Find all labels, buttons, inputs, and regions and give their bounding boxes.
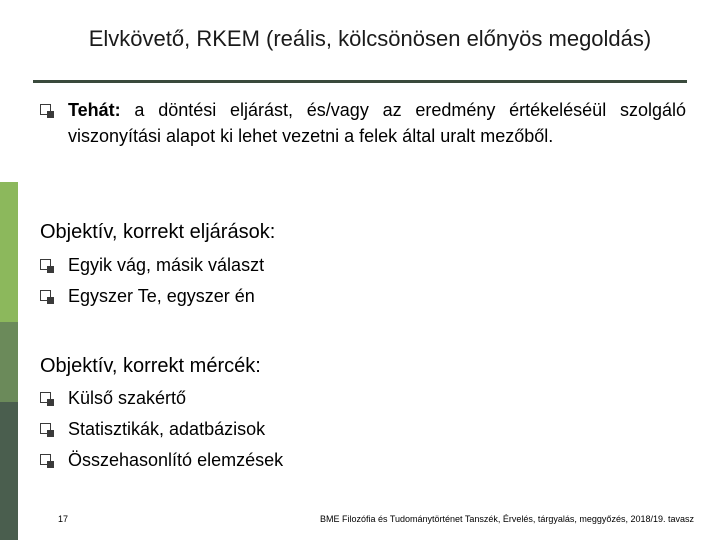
list-item: Külső szakértő (68, 388, 187, 408)
title-underline (33, 80, 687, 83)
square-bullet-icon (40, 104, 51, 115)
footer-text: BME Filozófia és Tudománytörténet Tanszék, Érvelés, tárgyalás, meggyőzés, 2018/19. tavasz (319, 514, 694, 524)
square-bullet-icon (40, 423, 51, 434)
section-heading-measures: Objektív, korrekt mércék: (40, 355, 261, 377)
list-item: Statisztikák, adatbázisok (68, 419, 266, 439)
sidebar-decoration (0, 0, 18, 540)
square-bullet-icon (40, 392, 51, 403)
square-bullet-icon (40, 290, 51, 301)
list-item: Összehasonlító elemzések (68, 450, 284, 470)
page-number: 17 (58, 514, 69, 524)
intro-bold-lead: Tehát: (68, 100, 121, 120)
section-heading-procedures: Objektív, korrekt eljárások: (40, 221, 276, 243)
list-item: Egyik vág, másik választ (68, 255, 265, 275)
square-bullet-icon (40, 454, 51, 465)
sidebar-segment-dark-green (0, 402, 18, 540)
list-item: Egyszer Te, egyszer én (68, 286, 255, 306)
sidebar-segment-white (0, 0, 18, 182)
intro-paragraph (68, 97, 686, 149)
intro-text: a döntési eljárást, és/vagy az eredmény értékeléséül szolgáló viszonyítási alapot ki lehet vezetni a felek által uralt mezőből. (68, 100, 686, 146)
sidebar-segment-green (0, 322, 18, 402)
sidebar-segment-light-green (0, 182, 18, 322)
slide-title: Elvkövető, RKEM (reális, kölcsönösen előnyös megoldás) (88, 26, 652, 51)
square-bullet-icon (40, 259, 51, 270)
